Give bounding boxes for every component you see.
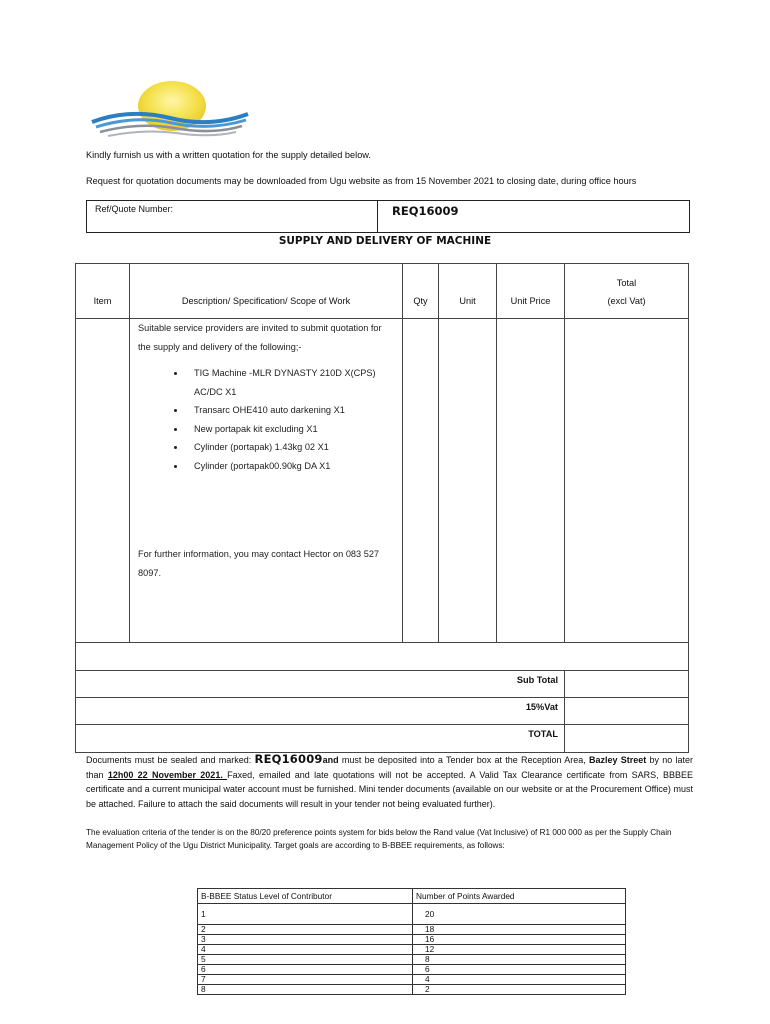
table-row (198, 945, 626, 955)
vat-value (565, 698, 689, 725)
unit-cell (439, 319, 497, 643)
ref-quote-box (86, 200, 690, 233)
total-header-top: Total (616, 278, 637, 288)
bbbee-level-header: B-BBEE Status Level of Contributor (198, 889, 413, 904)
instructions-street: Bazley Street (588, 755, 647, 765)
table-row (198, 985, 626, 995)
instructions-text: Faxed, emailed and late quotations will not be accepted. A Valid Tax Clearance certificate from SARS, BBBEE certificate and a current municipal water account must be furnished. Mini tender documents (available on our website or at the Procurement Office) must be attached. Failure to attach the said documents will result in your tender not being evaluated further). (86, 769, 693, 809)
vat-row (76, 698, 689, 725)
sub-total-label: Sub Total (76, 671, 565, 698)
total-row (76, 725, 689, 753)
list-item: • TIG Machine -MLR DYNASTY 210D X(CPS) AC/DC X1 (186, 364, 396, 401)
total-value (565, 725, 689, 753)
bbbee-table (197, 888, 626, 995)
bbbee-header-row (198, 889, 626, 904)
table-row (198, 935, 626, 945)
sub-total-row (76, 671, 689, 698)
instructions-text: must be deposited into a Tender box at the Reception Area, (338, 755, 589, 765)
bbbee-points-header: Number of Points Awarded (413, 889, 626, 904)
item-cell (76, 319, 130, 643)
instructions-and: and (322, 755, 339, 765)
table-header-row (76, 264, 689, 319)
col-unit-header: Unit (439, 264, 497, 319)
bbbee-points: 16 (413, 935, 626, 945)
item-list (138, 364, 396, 475)
bbbee-level: 2 (198, 925, 413, 935)
bbbee-points: 18 (413, 925, 626, 935)
sub-total-value (565, 671, 689, 698)
instructions-req-number: REQ16009 (254, 752, 323, 766)
table-row (198, 965, 626, 975)
spacer-cell (76, 643, 689, 671)
intro-line-2: Request for quotation documents may be downloaded from Ugu website as from 15 November 2021 to closing date, during office hours (86, 176, 637, 186)
table-row (198, 975, 626, 985)
bbbee-level: 1 (198, 904, 413, 925)
total-header-bottom: (excl Vat) (607, 296, 646, 306)
evaluation-criteria: The evaluation criteria of the tender is on the 80/20 preference points system for bids below the Rand value (Vat Inclusive) of R1 000 000 as per the Supply Chain Management Policy of the Ugu District Municipality. Target goals are according to B-BBEE requirements, as follows: (86, 828, 672, 850)
description-intro: Suitable service providers are invited to submit quotation for the supply and delivery of the following;- (138, 323, 382, 352)
vat-label: 15%Vat (76, 698, 565, 725)
list-item: • Transarc OHE410 auto darkening X1 (186, 401, 396, 420)
qty-cell (403, 319, 439, 643)
col-unit-price-header: Unit Price (497, 264, 565, 319)
unit-price-cell (497, 319, 565, 643)
municipality-logo (90, 78, 250, 138)
spacer-row (76, 643, 689, 671)
bbbee-level: 3 (198, 935, 413, 945)
col-item-header: Item (76, 264, 130, 319)
col-total-header (565, 264, 689, 319)
ref-quote-value: REQ16009 (378, 201, 690, 233)
bbbee-points: 20 (413, 904, 626, 925)
bbbee-level: 4 (198, 945, 413, 955)
table-row (198, 925, 626, 935)
list-item: • Cylinder (portapak) 1.43kg 02 X1 (186, 438, 396, 457)
description-cell (130, 319, 403, 643)
contact-info: For further information, you may contact Hector on 083 527 8097. (138, 549, 380, 578)
col-qty-header: Qty (403, 264, 439, 319)
bbbee-points: 4 (413, 975, 626, 985)
total-cell (565, 319, 689, 643)
ref-quote-label: Ref/Quote Number: (87, 201, 378, 233)
instructions-text: by no later than (86, 755, 693, 780)
table-row (198, 955, 626, 965)
bbbee-level: 7 (198, 975, 413, 985)
instructions-text: Documents must be sealed and marked: (86, 755, 255, 765)
bbbee-points: 6 (413, 965, 626, 975)
table-body-row (76, 319, 689, 643)
page-title: SUPPLY AND DELIVERY OF MACHINE (278, 235, 492, 247)
quotation-table (75, 263, 689, 753)
intro-line-1: Kindly furnish us with a written quotation for the supply detailed below. (86, 150, 371, 160)
table-row (198, 904, 626, 925)
bbbee-points: 8 (413, 955, 626, 965)
bbbee-level: 6 (198, 965, 413, 975)
list-item: • Cylinder (portapak00.90kg DA X1 (186, 457, 396, 476)
bbbee-level: 8 (198, 985, 413, 995)
list-item: • New portapak kit excluding X1 (186, 420, 396, 439)
bbbee-points: 12 (413, 945, 626, 955)
submission-instructions (86, 752, 693, 811)
instructions-deadline: 12h00 22 November 2021. (107, 769, 228, 780)
col-description-header: Description/ Specification/ Scope of Work (130, 264, 403, 319)
bbbee-level: 5 (198, 955, 413, 965)
bbbee-points: 2 (413, 985, 626, 995)
total-label: TOTAL (76, 725, 565, 753)
